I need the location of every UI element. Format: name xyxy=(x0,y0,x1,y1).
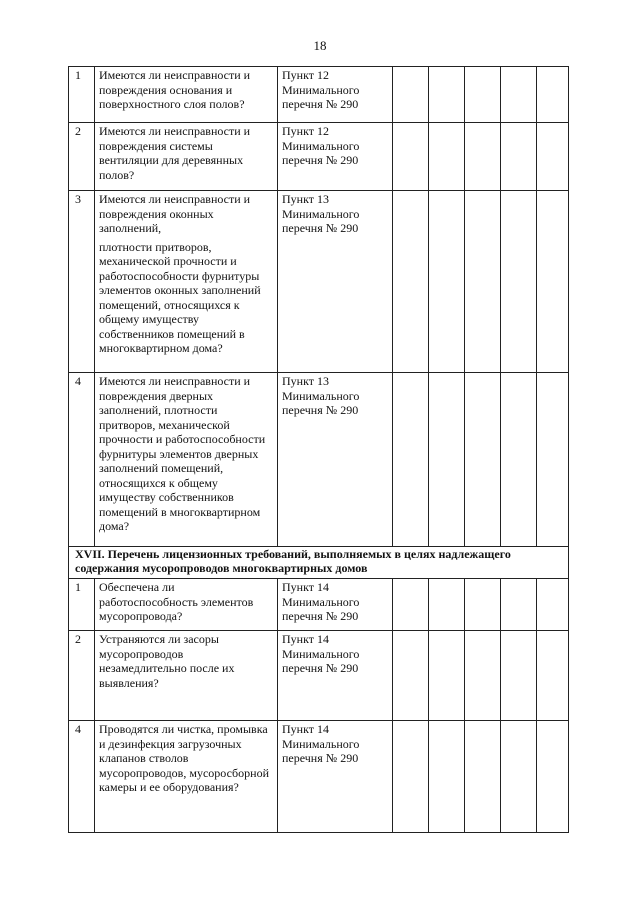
comment-cell xyxy=(537,191,569,373)
answer-cell-na xyxy=(465,721,501,833)
table-row xyxy=(69,721,569,833)
checklist-table xyxy=(68,66,569,833)
table-row xyxy=(69,123,569,191)
answer-cell-extra xyxy=(501,191,537,373)
reference-cell: Пункт 12 Минимального перечня № 290 xyxy=(278,123,393,191)
reference-cell: Пункт 14 Минимального перечня № 290 xyxy=(278,579,393,631)
comment-cell xyxy=(537,67,569,123)
reference-cell: Пункт 13 Минимального перечня № 290 xyxy=(278,373,393,547)
reference-cell: Пункт 14 Минимального перечня № 290 xyxy=(278,721,393,833)
comment-cell xyxy=(537,631,569,721)
question-cell xyxy=(95,191,278,373)
answer-cell-yes xyxy=(393,67,429,123)
answer-cell-na xyxy=(465,579,501,631)
answer-cell-na xyxy=(465,373,501,547)
answer-cell-yes xyxy=(393,373,429,547)
comment-cell xyxy=(537,579,569,631)
table-row xyxy=(69,191,569,373)
row-number: 4 xyxy=(69,373,95,547)
answer-cell-no xyxy=(429,721,465,833)
comment-cell xyxy=(537,721,569,833)
row-number: 1 xyxy=(69,67,95,123)
reference-cell: Пункт 13 Минимального перечня № 290 xyxy=(278,191,393,373)
answer-cell-yes xyxy=(393,579,429,631)
row-number: 2 xyxy=(69,631,95,721)
question-cell: Имеются ли неисправности и повреждения дверных заполнений, плотности притворов, механической прочности и работоспособности фурнитуры элементов дверных заполнений помещений, относящихся к общему имуществу собственников помещений в многоквартирном дома? xyxy=(95,373,278,547)
answer-cell-yes xyxy=(393,631,429,721)
table-row xyxy=(69,67,569,123)
answer-cell-na xyxy=(465,631,501,721)
row-number: 2 xyxy=(69,123,95,191)
row-number: 4 xyxy=(69,721,95,833)
comment-cell xyxy=(537,123,569,191)
comment-cell xyxy=(537,373,569,547)
answer-cell-extra xyxy=(501,373,537,547)
row-number: 1 xyxy=(69,579,95,631)
question-cell: Обеспечена ли работоспособность элементов мусоропровода? xyxy=(95,579,278,631)
answer-cell-no xyxy=(429,67,465,123)
question-text-continued: плотности притворов, механической прочности и работоспособности фурнитуры элементов оконных заполнений помещений, относящихся к общему имуществу собственников помещений в многоквартирном дома? xyxy=(99,239,261,355)
page-number: 18 xyxy=(313,38,327,53)
question-cell: Имеются ли неисправности и повреждения основания и поверхностного слоя полов? xyxy=(95,67,278,123)
table-row xyxy=(69,373,569,547)
row-number: 3 xyxy=(69,191,95,373)
answer-cell-na xyxy=(465,67,501,123)
answer-cell-na xyxy=(465,191,501,373)
answer-cell-no xyxy=(429,123,465,191)
answer-cell-no xyxy=(429,191,465,373)
reference-cell: Пункт 12 Минимального перечня № 290 xyxy=(278,67,393,123)
answer-cell-no xyxy=(429,579,465,631)
table-row xyxy=(69,631,569,721)
answer-cell-yes xyxy=(393,721,429,833)
answer-cell-na xyxy=(465,123,501,191)
section-header-row xyxy=(69,547,569,579)
reference-cell: Пункт 14 Минимального перечня № 290 xyxy=(278,631,393,721)
answer-cell-no xyxy=(429,631,465,721)
question-cell: Имеются ли неисправности и повреждения системы вентиляции для деревянных полов? xyxy=(95,123,278,191)
answer-cell-no xyxy=(429,373,465,547)
answer-cell-extra xyxy=(501,123,537,191)
answer-cell-extra xyxy=(501,631,537,721)
question-cell: Проводятся ли чистка, промывка и дезинфекция загрузочных клапанов стволов мусоропроводов, мусоросборной камеры и ее оборудования? xyxy=(95,721,278,833)
answer-cell-yes xyxy=(393,123,429,191)
question-cell: Устраняются ли засоры мусоропроводов незамедлительно после их выявления? xyxy=(95,631,278,721)
answer-cell-yes xyxy=(393,191,429,373)
section-title: XVII. Перечень лицензионных требований, выполняемых в целях надлежащего содержания мусоропроводов многоквартирных домов xyxy=(69,547,569,579)
answer-cell-extra xyxy=(501,721,537,833)
table-row xyxy=(69,579,569,631)
answer-cell-extra xyxy=(501,579,537,631)
question-text: Имеются ли неисправности и повреждения оконных заполнений, xyxy=(99,192,251,235)
answer-cell-extra xyxy=(501,67,537,123)
